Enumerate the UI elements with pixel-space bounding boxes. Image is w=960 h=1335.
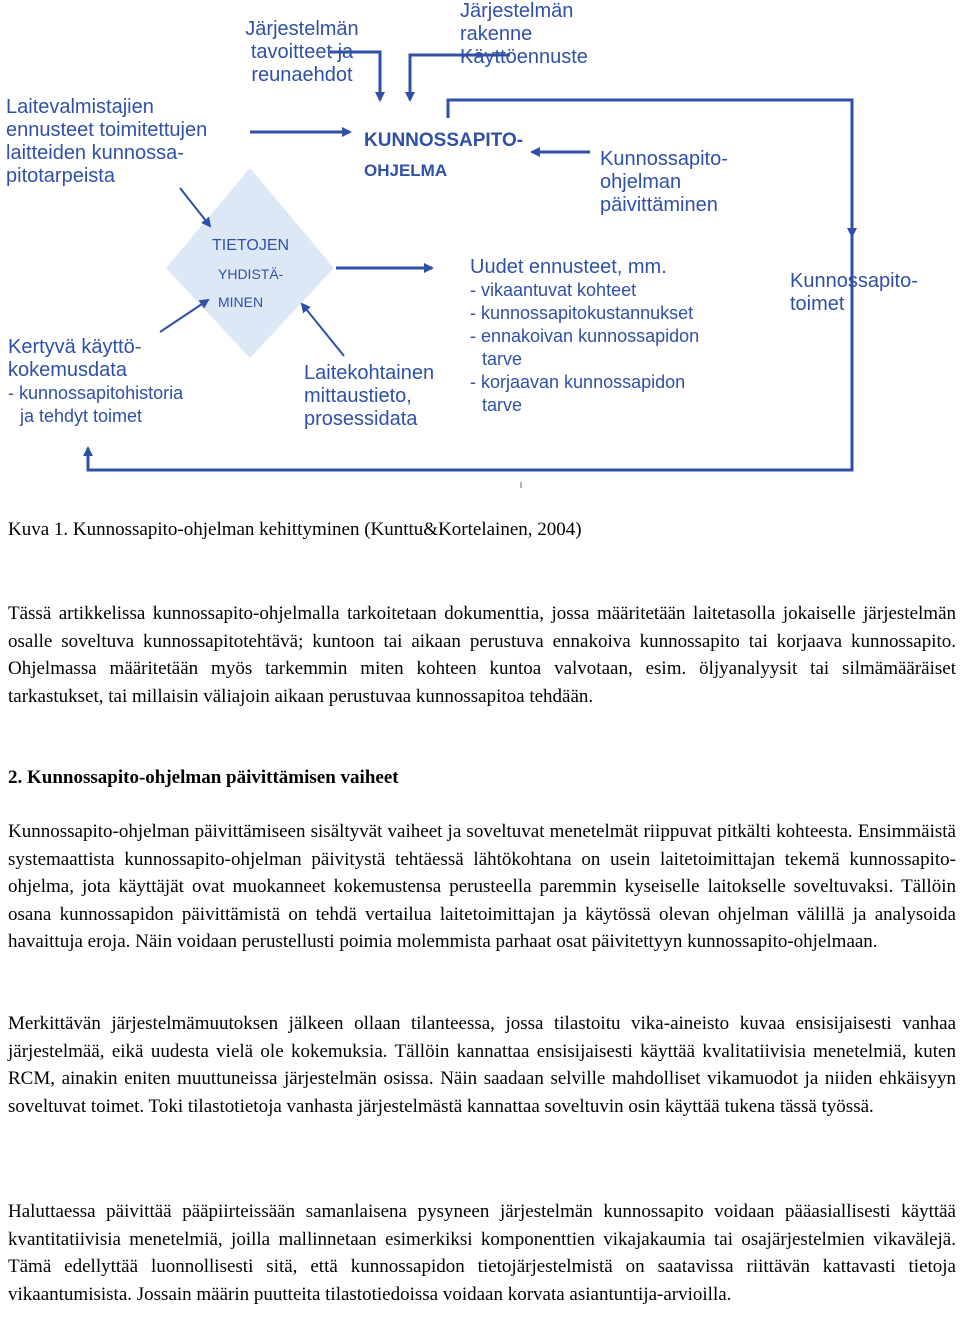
update-text <box>600 148 728 217</box>
merge-text <box>212 232 289 316</box>
body-paragraph-2 <box>8 1010 956 1120</box>
text-line: kokemusdata <box>8 359 127 381</box>
text-line: ja tehdyt toimet <box>20 406 143 426</box>
text-line: Laitevalmistajien <box>6 96 154 118</box>
forecast-title: Uudet ennusteet, mm. <box>470 256 667 278</box>
paragraph: Kunnossapito-ohjelman päivittämiseen sisältyvät vaiheet ja soveltuvat menetelmät riippuvat pitkälti kohteesta. Ensimmäistä systemaattista kunnossapito-ohjelman päivitystä tehtäessä lähtökohtana on usein laitetoimittajan tekemä kunnossapito-ohjelma, jota käyttäjät ovat muokanneet kokemustensa perusteella paremmin kyseiselle laitokselle soveltuvaksi. Tällöin osana kunnossapidon päivittämistä on tehdä vertailua laitetoimittajan ja käytössä olevan ohjelman välillä ja analysoida havaittuja eroja. Näin voidaan perustellusti poimia molemmista parhaat osat päivitettyyn kunnossapito-ohjelmaan. <box>8 821 956 952</box>
text-line: pitotarpeista <box>6 165 115 187</box>
text-line: ennusteet toimitettujen <box>6 119 208 141</box>
arrow-experience-merge <box>160 300 208 332</box>
figure-caption: Kuva 1. Kunnossapito-ohjelman kehittyminen (Kunttu&Kortelainen, 2004) <box>8 519 582 540</box>
text-line: rakenne <box>460 23 533 45</box>
structure-text <box>460 0 588 69</box>
text-line: tavoitteet ja <box>250 41 354 63</box>
arrow-manufacturer-merge <box>180 188 210 226</box>
text-line: Laitekohtainen <box>304 362 435 384</box>
goals-text <box>232 18 372 87</box>
intro-paragraph <box>8 600 956 710</box>
body-paragraph-3 <box>8 1198 956 1308</box>
text-line: MINEN <box>218 294 264 310</box>
text-line: Käyttöennuste <box>460 46 588 68</box>
text-line: toimet <box>790 293 845 315</box>
text-line: KUNNOSSAPITO- <box>364 130 524 151</box>
measurement-text <box>304 362 434 431</box>
paragraph: Merkittävän järjestelmämuutoksen jälkeen ollaan tilanteessa, jossa tilastoitu vika-aineisto kuvaa ensisijaisesti vanhaa järjestelmää, eikä uudesta vielä ole kokemuksia. Tällöin kannattaa ensisijaisesti käyttää kvalitatiivisia menetelmiä, kuten RCM, ainakin eniten muuttuneissa järjestelmän osissa. Näin saadaan selville mahdolliset vikamuodot ja niiden ehkäisyyn soveltuvat toimet. Toki tilastotietoja vanhasta järjestelmästä kannattaa soveltuvin osin käyttää tukena tässä työssä. <box>8 1013 956 1117</box>
text-line: Kunnossapito- <box>600 148 728 170</box>
text-line: reunaehdot <box>251 64 353 86</box>
section-heading: 2. Kunnossapito-ohjelman päivittämisen vaiheet <box>8 767 399 788</box>
forecast-item: tarve <box>482 349 523 369</box>
forecast-item: - korjaavan kunnossapidon <box>470 372 686 392</box>
manufacturer-forecast-text <box>6 96 207 188</box>
forecast-block <box>470 256 699 417</box>
text-line: mittaustieto, <box>304 385 412 407</box>
text-line: Järjestelmän <box>460 0 574 22</box>
text-line: OHJELMA <box>364 161 448 180</box>
text-line: laitteiden kunnossa- <box>6 142 184 164</box>
text-line: ohjelman <box>600 171 682 193</box>
forecast-item: - ennakoivan kunnossapidon <box>470 326 700 346</box>
actions-text <box>790 270 918 316</box>
text-line: TIETOJEN <box>212 237 290 254</box>
forecast-item: - vikaantuvat kohteet <box>470 280 637 300</box>
forecast-item: - kunnossapitokustannukset <box>470 303 694 323</box>
paragraph: Haluttaessa päivittää pääpiirteissään samanlaisena pysyneen järjestelmän kunnossapito voidaan pääasiallisesti käyttää kvantitatiivisia menetelmiä, joilla mallinnetaan esimerkiksi komponenttien vikajakaumia tai osajärjestelmien vikavälejä. Tämä edellyttää luonnollisesti sitä, että kunnossapidon tietojärjestelmistä on saatavissa riittävän kattavasti tietoja vikaantumisista. Jossain määrin puutteita tilastotiedoissa voidaan korvata asiantuntija-arvioilla. <box>8 1201 956 1305</box>
text-line: YHDISTÄ- <box>218 266 284 282</box>
text-line: päivittäminen <box>600 194 718 216</box>
body-paragraph-1 <box>8 818 956 956</box>
arrow-measurement-merge <box>302 304 344 356</box>
text-line: prosessidata <box>304 408 418 430</box>
paragraph: Tässä artikkelissa kunnossapito-ohjelmalla tarkoitetaan dokumenttia, jossa määritetään laitetasolla jokaiselle järjestelmän osalle soveltuva kunnossapitotehtävä; kuntoon tai aikaan perustuva ennakoiva kunnossapito tai korjaava kunnossapito. Ohjelmassa määritetään myös tarkemmin miten kohteen kuntoa valvotaan, esim. öljyanalyysit tai silmämääräiset tarkastukset, tai millaisin väliajoin aikaan perustuvaa kunnossapitoa tehdään. <box>8 603 956 707</box>
text-line: - kunnossapitohistoria <box>8 383 184 403</box>
experience-text <box>8 336 183 428</box>
forecast-item: tarve <box>482 395 523 415</box>
text-line: Kunnossapito- <box>790 270 918 292</box>
text-line: Järjestelmän <box>245 18 359 40</box>
program-title <box>364 126 523 186</box>
text-line: Kertyvä käyttö- <box>8 336 142 358</box>
